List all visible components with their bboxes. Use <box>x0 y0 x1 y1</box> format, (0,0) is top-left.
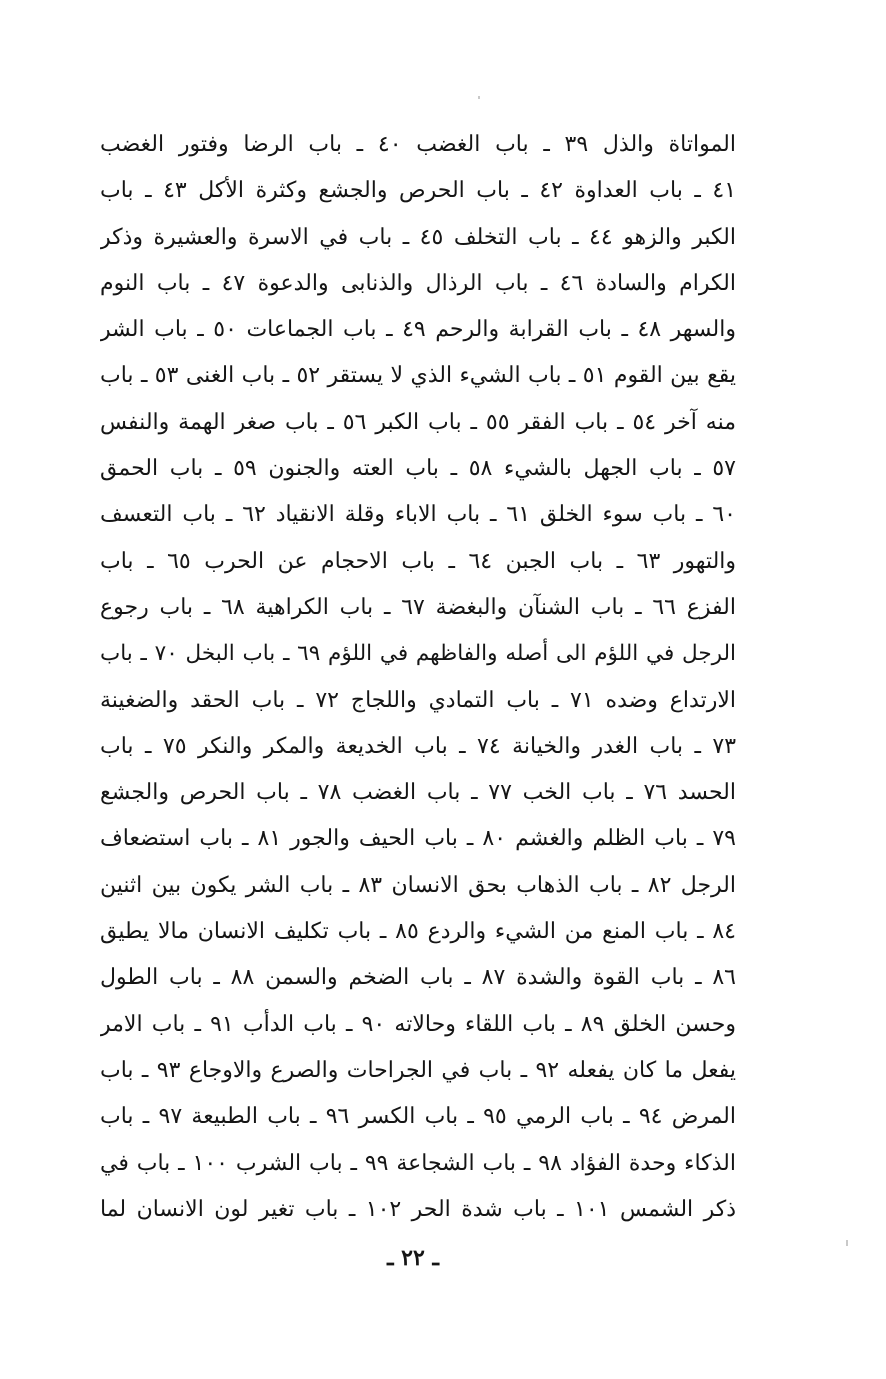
text-line: ٥٧ ـ باب الجهل بالشيء ٥٨ ـ باب العته والجنون ٥٩ ـ باب الحمق <box>100 456 736 482</box>
text-line: ٧٩ ـ باب الظلم والغشم ٨٠ ـ باب الحيف والجور ٨١ ـ باب استضعاف <box>100 826 736 852</box>
text-line: ذكر الشمس ١٠١ ـ باب شدة الحر ١٠٢ ـ باب تغير لون الانسان لما <box>100 1196 736 1222</box>
text-line: الرجل ٨٢ ـ باب الذهاب بحق الانسان ٨٣ ـ باب الشر يكون بين اثنين <box>100 872 736 898</box>
text-line: ٤١ ـ باب العداوة ٤٢ ـ باب الحرص والجشع وكثرة الأكل ٤٣ ـ باب <box>100 178 736 204</box>
text-line: الكبر والزهو ٤٤ ـ باب التخلف ٤٥ ـ باب في الاسرة والعشيرة وذكر <box>100 224 736 250</box>
text-line: والسهر ٤٨ ـ باب القرابة والرحم ٤٩ ـ باب الجماعات ٥٠ ـ باب الشر <box>100 317 736 343</box>
text-line: منه آخر ٥٤ ـ باب الفقر ٥٥ ـ باب الكبر ٥٦ ـ باب صغر الهمة والنفس <box>100 409 736 435</box>
text-line: والتهور ٦٣ ـ باب الجبن ٦٤ ـ باب الاحجام عن الحرب ٦٥ ـ باب <box>100 548 736 574</box>
text-line: ٦٠ ـ باب سوء الخلق ٦١ ـ باب الاباء وقلة الانقياد ٦٢ ـ باب التعسف <box>100 502 736 528</box>
text-line: يقع بين القوم ٥١ ـ باب الشيء الذي لا يستقر ٥٢ ـ باب الغنى ٥٣ ـ باب <box>100 363 736 389</box>
body-text <box>100 122 736 1233</box>
text-line: الارتداع وضده ٧١ ـ باب التمادي واللجاج ٧٢ ـ باب الحقد والضغينة <box>100 687 736 713</box>
text-line: الحسد ٧٦ ـ باب الخب ٧٧ ـ باب الغضب ٧٨ ـ باب الحرص والجشع <box>100 780 736 806</box>
scan-speck <box>478 96 480 99</box>
text-line: الذكاء وحدة الفؤاد ٩٨ ـ باب الشجاعة ٩٩ ـ باب الشرب ١٠٠ ـ باب في <box>100 1150 736 1176</box>
page-number: ـ ٢٢ ـ <box>387 1245 439 1271</box>
text-line: وحسن الخلق ٨٩ ـ باب اللقاء وحالاته ٩٠ ـ باب الدأب ٩١ ـ باب الامر <box>100 1011 736 1037</box>
text-line: يفعل ما كان يفعله ٩٢ ـ باب في الجراحات والصرع والاوجاع ٩٣ ـ باب <box>100 1057 736 1083</box>
text-line: ٨٦ ـ باب القوة والشدة ٨٧ ـ باب الضخم والسمن ٨٨ ـ باب الطول <box>100 965 736 991</box>
text-line: الرجل في اللؤم الى أصله والفاظهم في اللؤم ٦٩ ـ باب البخل ٧٠ ـ باب <box>100 641 736 667</box>
text-line: الكرام والسادة ٤٦ ـ باب الرذال والذنابى والدعوة ٤٧ ـ باب النوم <box>100 270 736 296</box>
text-line: المرض ٩٤ ـ باب الرمي ٩٥ ـ باب الكسر ٩٦ ـ باب الطبيعة ٩٧ ـ باب <box>100 1104 736 1130</box>
text-line: ٧٣ ـ باب الغدر والخيانة ٧٤ ـ باب الخديعة والمكر والنكر ٧٥ ـ باب <box>100 733 736 759</box>
scan-speck <box>846 1240 848 1246</box>
text-line: الفزع ٦٦ ـ باب الشنآن والبغضة ٦٧ ـ باب الكراهية ٦٨ ـ باب رجوع <box>100 594 736 620</box>
text-line: المواتاة والذل ٣٩ ـ باب الغضب ٤٠ ـ باب الرضا وفتور الغضب <box>100 132 736 157</box>
text-line: ٨٤ ـ باب المنع من الشيء والردع ٨٥ ـ باب تكليف الانسان مالا يطيق <box>100 919 736 945</box>
